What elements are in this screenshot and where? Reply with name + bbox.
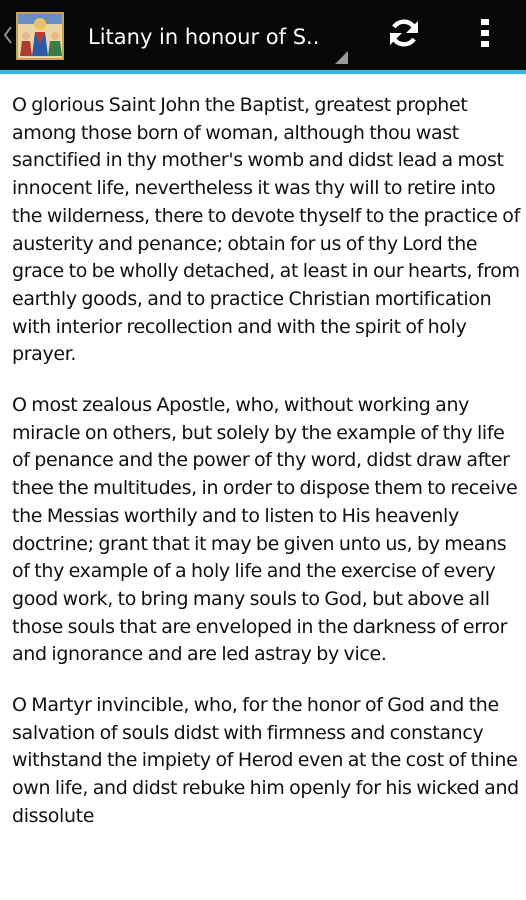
saint-icon[interactable] xyxy=(16,12,64,60)
litany-paragraph: O glorious Saint John the Baptist, greatest prophet among those born of woman, although thou wast sanctified in thy mother's womb and didst lead a most innocent life, nevertheless it was thy will to retire into the wilderness, there to devote thyself to the practice of austerity and penance; obtain for us of thy Lord the grace to be wholly detached, at least in our hearts, from earthly goods, and to practice Christian mortification with interior recollection and with the spirit of holy prayer. xyxy=(12,94,520,366)
litany-paragraph: O Martyr invincible, who, for the honor of God and the salvation of souls didst with firmness and constancy withstand the impiety of Herod even at the cost of thine own life, and didst rebuke him openly for his wicked and dissolute xyxy=(12,694,519,827)
title-spinner[interactable] xyxy=(74,0,348,70)
page-title: Litany in honour of S.. xyxy=(88,25,320,49)
spinner-corner-icon xyxy=(335,51,348,64)
litany-text xyxy=(12,92,520,854)
refresh-button[interactable] xyxy=(374,5,434,65)
overflow-menu-icon xyxy=(479,15,491,55)
action-bar-divider xyxy=(0,70,526,74)
action-bar xyxy=(0,0,526,70)
chevron-left-icon[interactable] xyxy=(4,26,12,44)
refresh-icon xyxy=(386,15,422,55)
overflow-menu-button[interactable] xyxy=(455,5,515,65)
litany-paragraph: O most zealous Apostle, who, without working any miracle on others, but solely by the example of thy life of penance and the power of thy word, didst draw after thee the multitudes, in order to dispose them to receive the Messias worthily and to listen to His heavenly doctrine; grant that it may be given unto us, by means of thy example of a holy life and the exercise of every good work, to bring many souls to God, but above all those souls that are enveloped in the darkness of error and ignorance and are led astray by vice. xyxy=(12,394,518,666)
